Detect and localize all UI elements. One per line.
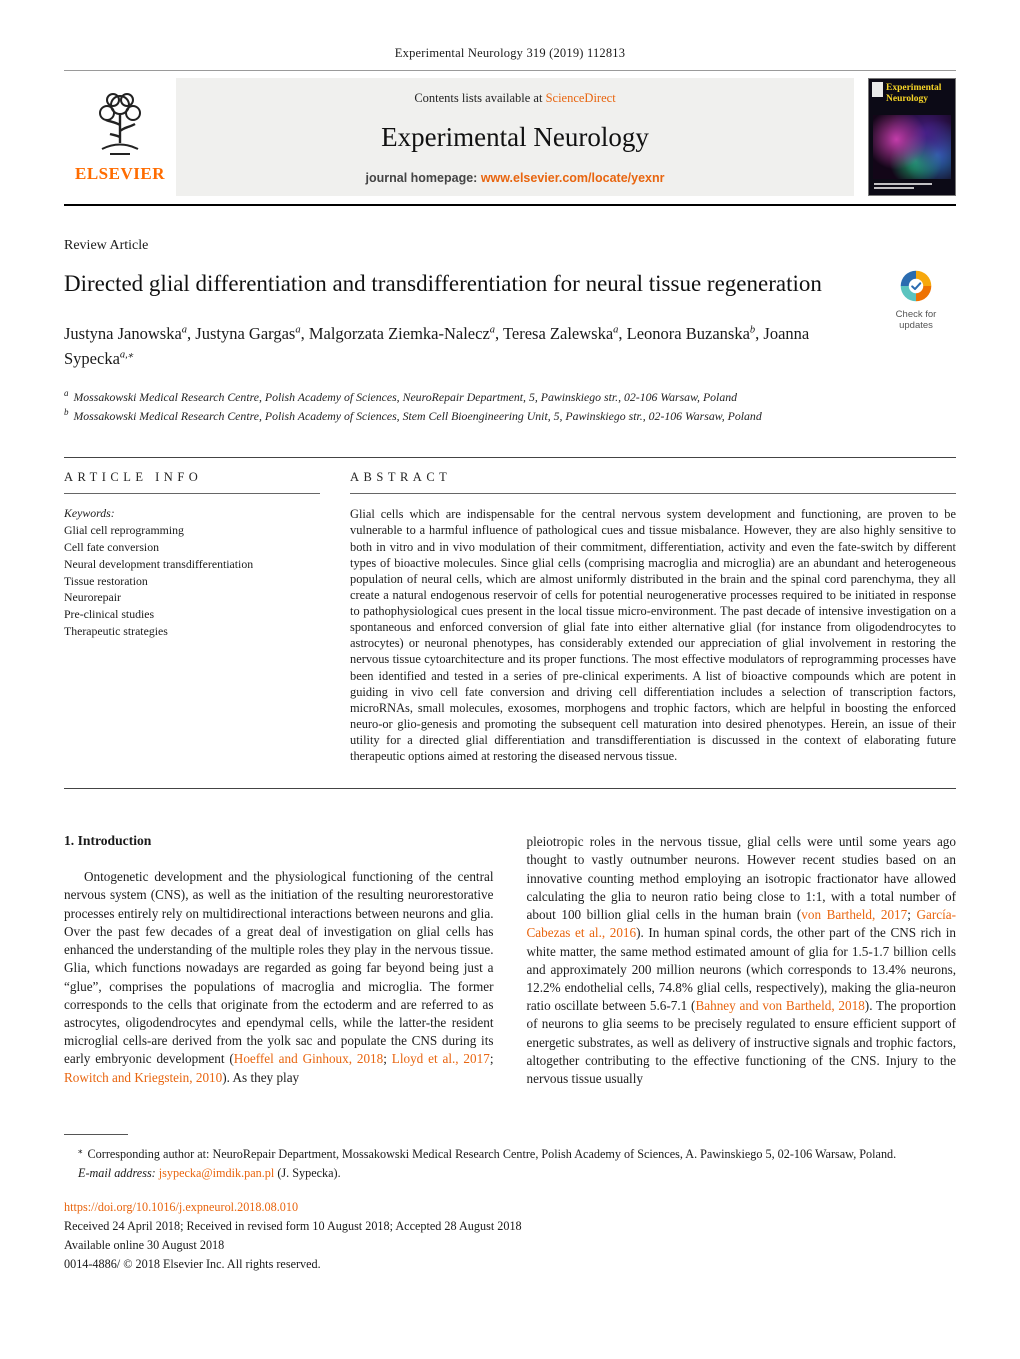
citation-link[interactable]: Hoeffel and Ginhoux, 2018	[233, 1051, 384, 1067]
author: Malgorzata Ziemka-Nalecz$^a$,	[308, 324, 503, 344]
keyword: Cell fate conversion	[64, 540, 159, 555]
section-heading-introduction: 1. Introduction	[64, 833, 152, 849]
masthead-center	[176, 78, 854, 196]
doi-link[interactable]: https://doi.org/10.1016/j.expneurol.2018.08.010	[64, 1199, 299, 1214]
citation-link[interactable]: Rowitch and Kriegstein, 2010	[64, 1069, 223, 1085]
cover-caption-bar	[874, 187, 914, 189]
article-info-rule	[64, 493, 320, 494]
author: Joanna Sypecka$^{a,⁎}$	[64, 324, 810, 369]
email-label: E-mail address:	[78, 1165, 159, 1180]
keyword: Pre-clinical studies	[64, 607, 155, 622]
cover-caption-bar	[874, 183, 932, 185]
info-abstract-section	[64, 457, 956, 789]
author: Justyna Gargas$^a$,	[195, 324, 309, 344]
sciencedirect-link[interactable]: ScienceDirect	[545, 91, 616, 105]
body-text: Ontogenetic development and the physiological functioning of the central nervous system (CNS), as well as the initiation of the resulting neurorestorative processes entirely rely on multidirectional interactions between neurons and glia. Over the past few decades of a great deal of investigation on glial cells has enhanced the understanding of the multiple roles they play in the nervous tissue. Glia, which functions nowadays are regarded as going far beyond being just a “glue”, comprises the populations of macroglia and microglia. The former corresponds to the cells that originate from the ectoderm and are referred to as astrocytes, oligodendrocytes and ependymal cells, while the latter-the resident microglial cells-are derived from the yolk sac and populate the CNS during its early embryonic development (	[64, 869, 494, 1067]
article-info-header: ARTICLE INFO	[64, 470, 203, 485]
journal-citation: Experimental Neurology 319 (2019) 112813	[394, 46, 626, 60]
citation-link[interactable]: von Bartheld, 2017	[801, 907, 908, 923]
corresponding-author-footnote	[64, 1144, 944, 1163]
corresponding-author-text: Corresponding author at: NeuroRepair Department, Mossakowski Medical Research Centre, Polish Academy of Sciences, A. Pawinskiego 5, 02-106 Warsaw, Poland.	[84, 1147, 897, 1162]
citation-link[interactable]: García-Cabezas et al., 2016	[526, 907, 956, 941]
keyword: Therapeutic strategies	[64, 623, 168, 638]
footnote-marker: ⁎	[78, 1145, 83, 1156]
citation-link[interactable]: Lloyd et al., 2017	[391, 1051, 490, 1067]
affiliation-list	[64, 387, 956, 425]
body-text: pleiotropic roles in the nervous tissue, glial cells were until some years ago thought to vastly outnumber neurons. However recent studies based on an innovative counting method employing an isotropic fractionator have allowed calculating the glia to neuron ratio being close to 1:1, with a total number of about 100 billion glial cells in the human brain (	[526, 834, 956, 923]
affiliation: $^b$ Mossakowski Medical Research Centre, Polish Academy of Sciences, Stem Cell Bioengineering Unit, 5, Pawinskiego str., 02-106 Warsaw, Poland	[64, 407, 762, 423]
journal-homepage-link[interactable]: www.elsevier.com/locate/yexnr	[480, 171, 665, 185]
available-online: Available online 30 August 2018	[64, 1237, 225, 1252]
footnote-divider	[64, 1134, 128, 1135]
keyword: Tissue restoration	[64, 573, 148, 588]
body-column-right	[527, 833, 957, 1088]
contents-prefix: Contents lists available at	[414, 91, 546, 105]
intro-paragraph-left	[64, 868, 494, 1087]
body-text: ;	[489, 1051, 494, 1067]
masthead-bottom-rule	[64, 204, 956, 206]
abstract-column	[350, 467, 956, 764]
article-title: Directed glial differentiation and transdifferentiation for neural tissue regeneration	[64, 271, 822, 296]
page-footer	[64, 1134, 956, 1273]
affiliation: $^a$ Mossakowski Medical Research Centre, Polish Academy of Sciences, NeuroRepair Department, 5, Pawinskiego str., 02-106 Warsaw, Poland	[64, 387, 738, 404]
elsevier-logo	[64, 78, 176, 196]
keyword: Neurorepair	[64, 590, 121, 605]
keywords-label: Keywords:	[64, 506, 115, 521]
keyword: Glial cell reprogramming	[64, 523, 184, 538]
body-columns	[64, 833, 956, 1088]
publication-block	[64, 1198, 956, 1274]
abstract-text: Glial cells which are indispensable for the central nervous system development and functioning, are proven to be vulnerable to a harmful influence of pathological cues and tissue misbalance. However, they are also highly sensitive to both in vitro and in vivo modulation of their commitment, differentiation, activity and even the fate-switch by different types of bioactive molecules. Since glial cells (comprising macroglia and microglia) are an abundant and heterogeneous population of neural cells, which are almost uniformly distributed in the brain and the spinal cord parenchyma, they all create a natural endogenous reservoir of cells for potential neurogenerative processes required to be initiated in response to pathophysiological cues present in the local tissue micro-environment. The past decade of intensive investigation on a spontaneous and enforced conversion of glial fate into either alternative glial (for instance from oligodendrocytes to astrocytes) or neuronal phenotypes, has considerably extended our appreciation of glial involvement in restoring the nervous tissue cytoarchitecture and its proper functions. The most effective modulators of reprogramming processes have been identified and tested in a series of pre-clinical experiments. A list of bioactive compounds which are potent in guiding in vivo cell fate conversion and driving cell differentiation includes a selection of transcription factors, microRNAs, small molecules, exosomes, morphogens and trophic factors, which are helpful in boosting the enforced neuro-or glio-genesis and promoting the subsequent cell maturation into desired phenotypes. Herein, an issue of their utility for a directed glial differentiation and transdifferentiation is discussed in the context of elaborating future therapeutic options aimed at restoring the diseased nervous tissue.	[350, 507, 956, 764]
homepage-prefix: journal homepage:	[365, 171, 481, 185]
homepage-line	[186, 171, 844, 185]
body-text: ;	[383, 1051, 392, 1067]
intro-paragraph-right	[527, 833, 957, 1088]
cover-title: Experimental Neurology	[886, 83, 942, 104]
article-type: Review Article	[64, 238, 149, 253]
citation-link[interactable]: Bahney and von Bartheld, 2018	[695, 998, 865, 1014]
contents-line	[186, 91, 844, 106]
title-row	[64, 269, 956, 331]
email-suffix: (J. Sypecka).	[274, 1165, 341, 1180]
received-dates: Received 24 April 2018; Received in revised form 10 August 2018; Accepted 28 August 2018	[64, 1218, 522, 1233]
article-info-column	[64, 467, 320, 764]
cover-art-image	[873, 115, 951, 179]
top-divider	[64, 70, 956, 71]
crossmark-icon	[899, 269, 933, 303]
author: Leonora Buzanska$^b$,	[626, 324, 764, 344]
author-list	[64, 322, 839, 372]
author: Justyna Janowska$^a$,	[64, 324, 196, 344]
check-for-updates-badge[interactable]	[878, 269, 954, 332]
keywords-list	[64, 522, 320, 639]
body-text: ;	[907, 907, 917, 923]
cover-corner	[872, 82, 883, 97]
journal-title: Experimental Neurology	[381, 122, 649, 152]
abstract-header: ABSTRACT	[350, 470, 452, 485]
elsevier-wordmark: ELSEVIER	[75, 163, 165, 183]
body-text: ). The proportion of neurons to glia seems to be precisely regulated to ensure efficient support of energetic substrates, as well as delivery of instructive signals and trophic factors, altogether contributing to the effective functioning of the CNS. Injury to the nervous tissue usually	[526, 998, 956, 1087]
body-text: ). In human spinal cords, the other part of the CNS rich in white matter, the same method estimated amount of glia for 1.5-1.7 billion cells and approximately 200 million neurons (which corresponds to 13.4% neurons, 12.2% endothelial cells, 74.8% glial cells, respectively), making the glia-neuron ratio oscillate between 5.6-7.1 (	[526, 925, 956, 1014]
keyword: Neural development transdifferentiation	[64, 556, 254, 571]
copyright-line: 0014-4886/ © 2018 Elsevier Inc. All rights reserved.	[64, 1256, 321, 1271]
abstract-rule	[350, 493, 956, 494]
author: Teresa Zalewska$^a$,	[502, 324, 627, 344]
masthead	[64, 78, 956, 196]
email-link[interactable]: jsypecka@imdik.pan.pl	[158, 1165, 275, 1180]
email-footnote	[64, 1164, 944, 1182]
check-for-updates-label: Check for updates	[895, 309, 937, 331]
body-column-left	[64, 833, 494, 1088]
body-text: ). As they play	[222, 1069, 300, 1085]
journal-cover-thumbnail[interactable]	[868, 78, 956, 196]
elsevier-tree-icon	[88, 91, 152, 161]
